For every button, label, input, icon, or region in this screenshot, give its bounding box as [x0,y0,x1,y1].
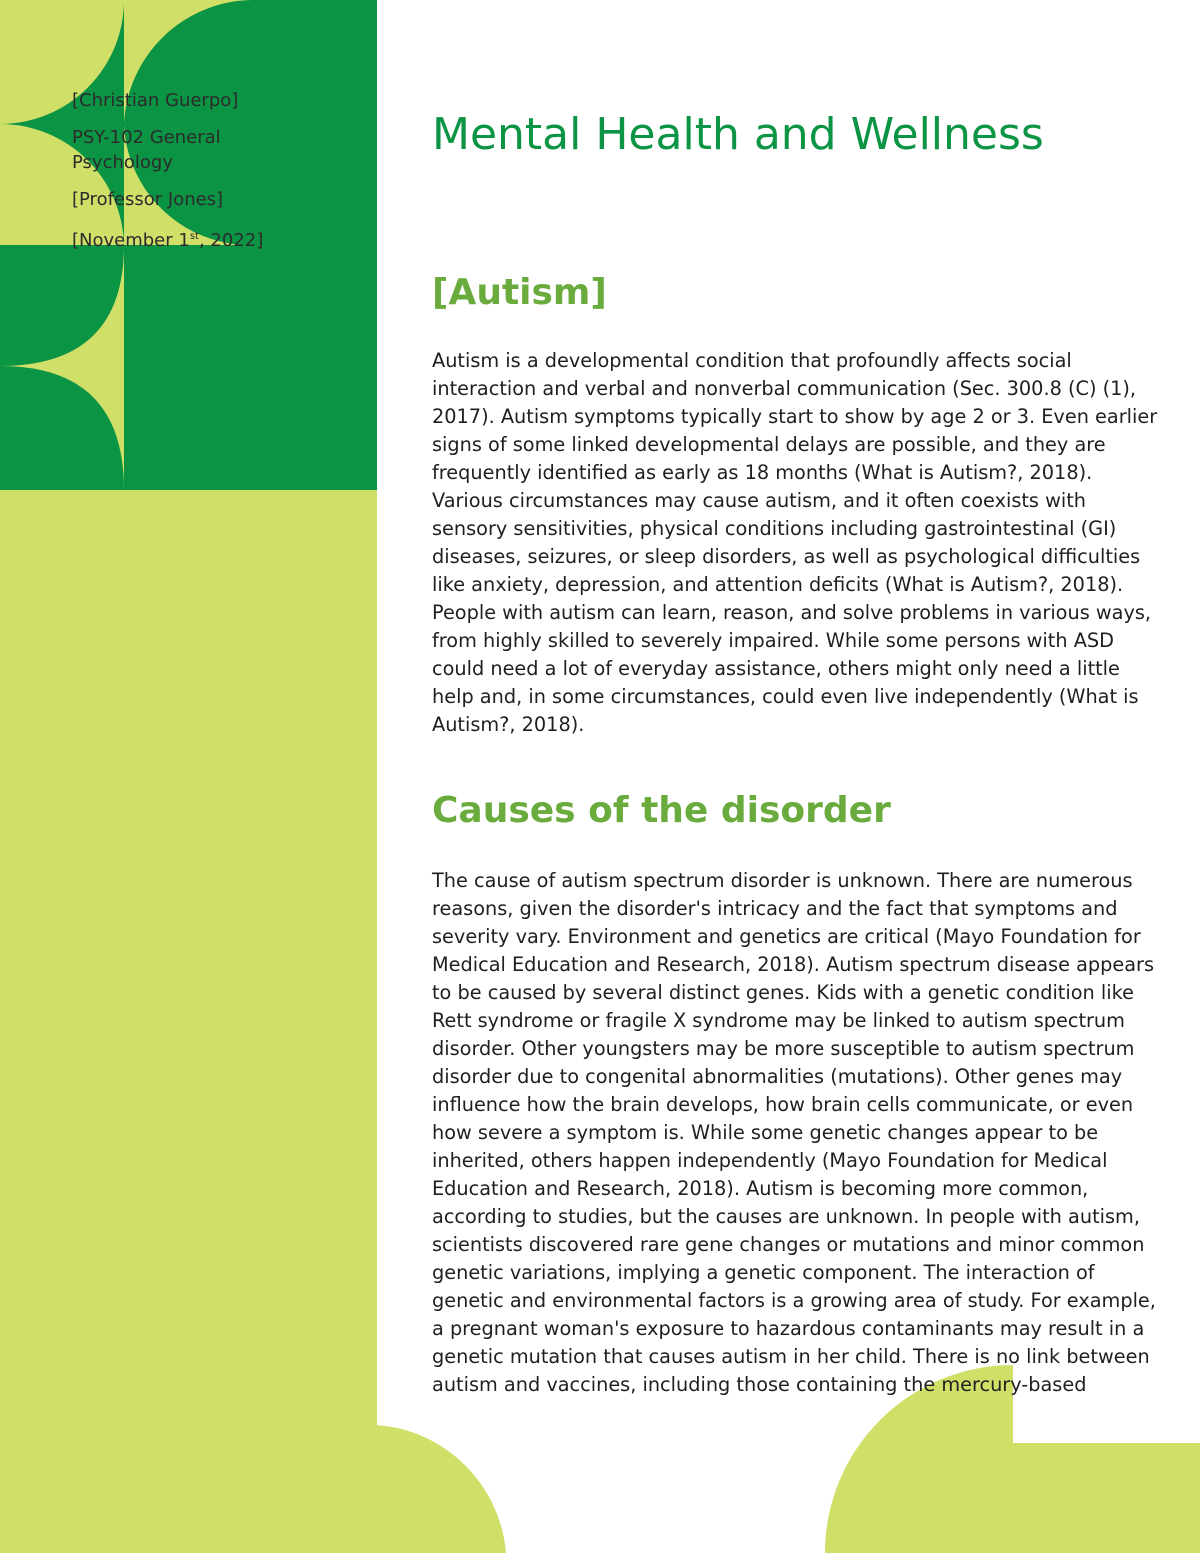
section-paragraph-autism: Autism is a developmental condition that profoundly affects social interaction and verbal and nonverbal communication (Sec. 300.8 (C) (1), 2017). Autism symptoms typically start to show by age 2 or 3. Even earlier signs of some linked developmental delays are possible, and they are frequently identified as early as 18 months (What is Autism?, 2018). Various circumstances may cause autism, and it often coexists with sensory sensitivities, physical conditions including gastrointestinal (GI) diseases, seizures, or sleep disorders, as well as psychological difficulties like anxiety, depression, and attention deficits (What is Autism?, 2018). People with autism can learn, reason, and solve problems in various ways, from highly skilled to severely impaired. While some persons with ASD could need a lot of everyday assistance, others might only need a little help and, in some circumstances, could even live independently (What is Autism?, 2018). [432,349,1158,736]
author-name: [Christian Guerpo] [72,90,239,111]
section-heading-causes: Causes of the disorder [432,790,891,831]
document-body [432,100,1162,1396]
author-info-block [72,88,302,265]
lime-circle-bottom-left [377,1425,506,1553]
professor-name: [Professor Jones] [72,189,224,210]
section-heading-autism: [Autism] [432,272,607,313]
document-title: Mental Health and Wellness [432,109,1044,160]
submission-date: [November 1st, 2022] [72,230,264,251]
course-name: PSY-102 General Psychology [72,127,221,173]
section-paragraph-causes: The cause of autism spectrum disorder is unknown. There are numerous reasons, given the disorder's intricacy and the fact that symptoms and severity vary. Environment and genetics are critical (Mayo Foundation for Medical Education and Research, 2018). Autism spectrum disease appears to be caused by several distinct genes. Kids with a genetic condition like Rett syndrome or fragile X syndrome may be linked to autism spectrum disorder. Other youngsters may be more susceptible to autism spectrum disorder due to congenital abnormalities (mutations). Other genes may influence how the brain develops, how brain cells communicate, or even how severe a symptom is. While some genetic changes appear to be inherited, others happen independently (Mayo Foundation for Medical Education and Research, 2018). Autism is becoming more common, according to studies, but the causes are unknown. In people with autism, scientists discovered rare gene changes or mutations and minor common genetic variations, implying a genetic component. The interaction of genetic and environmental factors is a growing area of study. For example, a pregnant woman's exposure to hazardous contaminants may result in a genetic mutation that causes autism in her child. There is no link between autism and vaccines, including those containing the mercury-based [432,869,1156,1396]
